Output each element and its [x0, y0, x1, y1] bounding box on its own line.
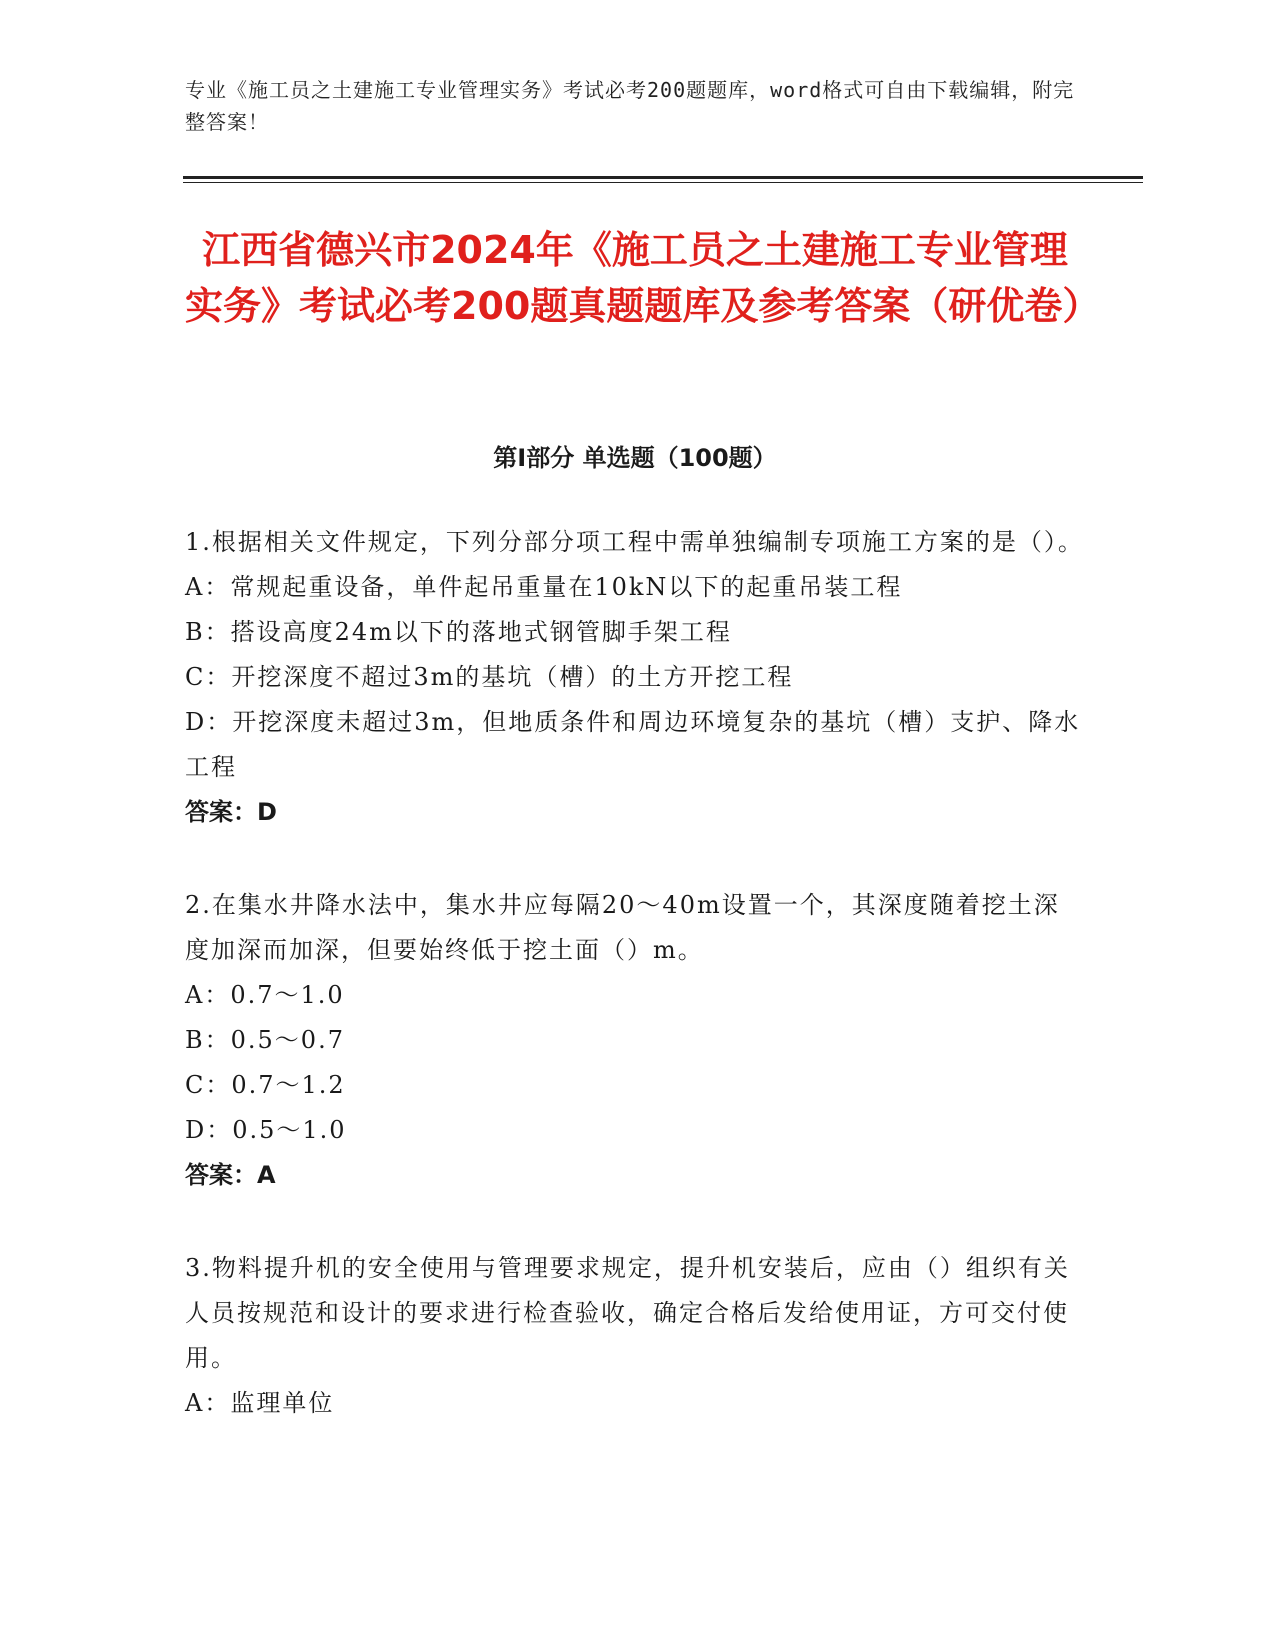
question-stem: 2.在集水井降水法中，集水井应每隔20～40m设置一个，其深度随着挖土深度加深而加深，但要始终低于挖土面（）m。 — [185, 891, 1060, 964]
section-title: 第Ⅰ部分 单选题（100题） — [493, 444, 777, 472]
option-c: C：开挖深度不超过3m的基坑（槽）的土方开挖工程 — [185, 663, 794, 691]
question-list — [185, 520, 1085, 1474]
option-c: C：0.7～1.2 — [185, 1071, 346, 1099]
option-d: D：开挖深度未超过3m，但地质条件和周边环境复杂的基坑（槽）支护、降水工程 — [185, 708, 1081, 781]
option-b: B：搭设高度24m以下的落地式钢管脚手架工程 — [185, 618, 732, 646]
answer: 答案：A — [185, 1161, 276, 1189]
question-stem: 1.根据相关文件规定，下列分部分项工程中需单独编制专项施工方案的是（）。 — [185, 528, 1084, 556]
header-divider-thick — [183, 176, 1143, 179]
option-d: D：0.5～1.0 — [185, 1116, 347, 1144]
question-2 — [185, 883, 1085, 1198]
option-a: A：常规起重设备，单件起吊重量在10kN以下的起重吊装工程 — [185, 573, 903, 601]
header-note: 专业《施工员之土建施工专业管理实务》考试必考200题题库，word格式可自由下载编辑，附完整答案！ — [185, 78, 1075, 134]
option-b: B：0.5～0.7 — [185, 1026, 345, 1054]
answer: 答案：D — [185, 798, 277, 826]
question-stem: 3.物料提升机的安全使用与管理要求规定，提升机安装后，应由（）组织有关人员按规范和设计的要求进行检查验收，确定合格后发给使用证，方可交付使用。 — [185, 1254, 1070, 1372]
question-1 — [185, 520, 1085, 835]
option-a: A：0.7～1.0 — [185, 981, 345, 1009]
option-a: A：监理单位 — [185, 1389, 335, 1417]
document-title: 江西省德兴市2024年《施工员之土建施工专业管理实务》考试必考200题真题题库及参考答案（研优卷） — [185, 228, 1101, 328]
header-divider-thin — [183, 182, 1143, 183]
question-3 — [185, 1246, 1085, 1426]
